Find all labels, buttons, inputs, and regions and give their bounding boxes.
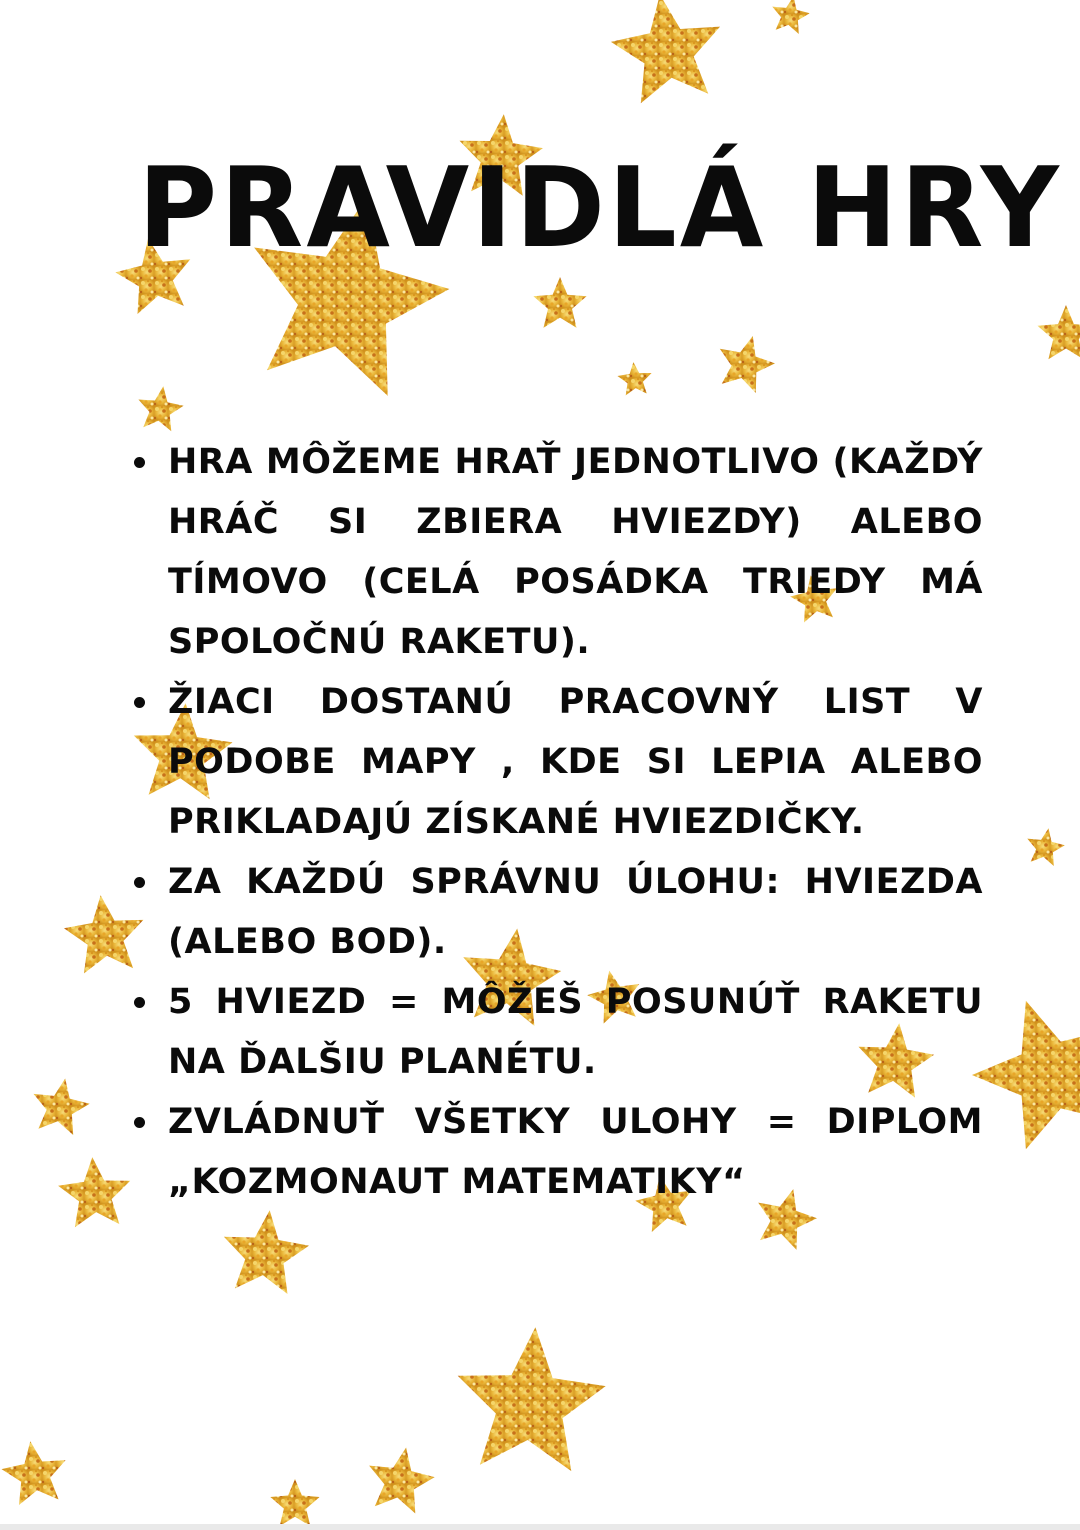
gold-glitter-star-icon	[611, 0, 720, 103]
gold-glitter-star-icon	[58, 1157, 130, 1227]
gold-glitter-star-icon	[64, 895, 143, 973]
gold-glitter-star-icon	[972, 1001, 1080, 1149]
rule-item	[168, 432, 983, 672]
bullet-icon	[134, 457, 145, 468]
gold-glitter-star-icon	[533, 277, 586, 328]
bullet-icon	[134, 997, 145, 1008]
gold-glitter-star-icon	[34, 1079, 90, 1136]
rule-item	[168, 852, 983, 972]
rule-item	[168, 672, 983, 852]
gold-glitter-star-icon	[2, 1441, 66, 1505]
rule-text: HRA MÔŽEME HRAŤ JEDNOTLIVO (KAŽDÝ HRÁČ SI ZBIERA HVIEZDY) ALEBO TÍMOVO (CELÁ POSÁDKA TRIEDY MÁ SPOLOČNÚ RAKETU).	[168, 442, 983, 662]
gold-glitter-star-icon	[369, 1448, 435, 1514]
bullet-icon	[134, 697, 145, 708]
rule-item	[168, 972, 983, 1092]
gold-glitter-star-icon	[224, 1210, 309, 1294]
rule-text: ZVLÁDNUŤ VŠETKY ULOHY = DIPLOM „KOZMONAUT MATEMATIKY“	[168, 1102, 983, 1202]
gold-glitter-star-icon	[1027, 828, 1065, 866]
rule-text: ŽIACI DOSTANÚ PRACOVNÝ LIST V PODOBE MAPY , KDE SI LEPIA ALEBO PRIKLADAJÚ ZÍSKANÉ HVIEZDIČKY.	[168, 682, 983, 842]
rule-text: 5 HVIEZD = MÔŽEŠ POSUNÚŤ RAKETU NA ĎALŠIU PLANÉTU.	[168, 982, 983, 1082]
gold-glitter-star-icon	[138, 386, 183, 431]
gold-glitter-star-icon	[1038, 305, 1080, 359]
rule-text: ZA KAŽDÚ SPRÁVNU ÚLOHU: HVIEZDA (ALEBO BOD).	[168, 862, 983, 962]
page-title: PRAVIDLÁ HRY	[138, 144, 1062, 273]
gold-glitter-star-icon	[270, 1479, 319, 1526]
bullet-icon	[134, 877, 145, 888]
gold-glitter-star-icon	[772, 0, 810, 34]
rule-item	[168, 1092, 983, 1212]
gold-glitter-star-icon	[458, 1327, 606, 1471]
gold-glitter-star-icon	[618, 362, 652, 395]
gold-glitter-star-icon	[720, 336, 775, 393]
rules-list	[168, 432, 983, 1212]
page-bottom-edge	[0, 1524, 1080, 1530]
bullet-icon	[134, 1117, 145, 1128]
